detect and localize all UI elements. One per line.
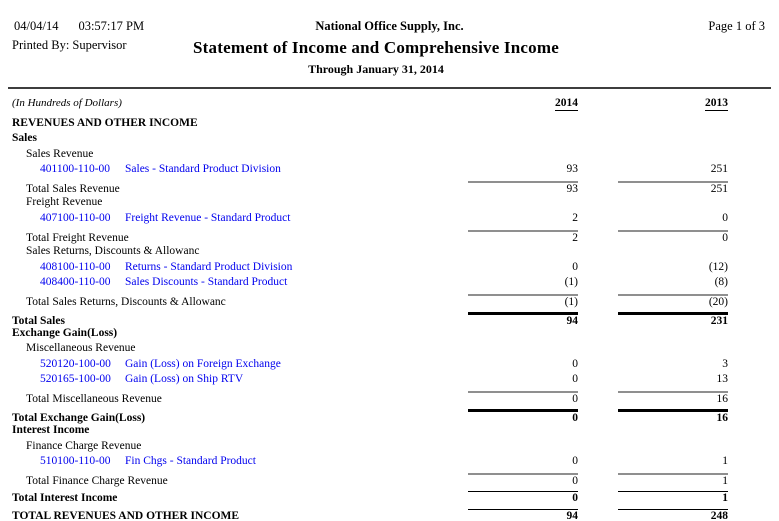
account-row xyxy=(0,455,779,470)
value-2013: 3 xyxy=(722,357,728,370)
row-label: REVENUES AND OTHER INCOME xyxy=(12,117,198,129)
table-row xyxy=(0,294,779,309)
account-row xyxy=(0,163,779,178)
row-label: Sales xyxy=(12,132,37,145)
row-label: TOTAL REVENUES AND OTHER INCOME xyxy=(12,509,240,521)
company-name: National Office Supply, Inc. xyxy=(315,19,464,33)
table-row xyxy=(0,391,779,406)
value-2014: 0 xyxy=(572,357,578,370)
row-label: Total Sales Revenue xyxy=(26,183,120,196)
account-number-link[interactable]: 510100-110-00 xyxy=(40,455,111,468)
row-label: Total Finance Charge Revenue xyxy=(26,475,168,488)
table-row xyxy=(0,327,779,342)
units-note: (In Hundreds of Dollars) xyxy=(12,97,122,109)
row-label: Miscellaneous Revenue xyxy=(26,342,136,355)
account-description-link[interactable]: Sales - Standard Product Division xyxy=(125,163,281,176)
table-row xyxy=(0,132,779,147)
account-number-link[interactable]: 401100-110-00 xyxy=(40,163,111,176)
value-2014: 93 xyxy=(566,163,578,176)
value-2013: (12) xyxy=(708,260,728,273)
row-label: Finance Charge Revenue xyxy=(26,439,142,452)
table-row xyxy=(0,509,779,521)
row-label: Total Sales xyxy=(12,314,65,327)
printed-by: Printed By: Supervisor xyxy=(12,38,127,52)
table-row xyxy=(0,245,779,260)
account-row xyxy=(0,358,779,373)
value-2014: 0 xyxy=(572,373,578,386)
account-label xyxy=(0,455,468,467)
value-2013: 0 xyxy=(722,211,728,224)
value-2013: 248 xyxy=(618,509,728,521)
value-2013: 13 xyxy=(716,373,728,386)
value-2014: 0 xyxy=(468,473,578,487)
value-2013: 16 xyxy=(618,391,728,405)
column-header-2013 xyxy=(618,97,728,109)
row-label: Total Miscellaneous Revenue xyxy=(26,393,162,406)
account-label xyxy=(0,373,468,385)
account-number-link[interactable]: 407100-110-00 xyxy=(40,211,111,224)
value-2013: 251 xyxy=(618,181,728,195)
table-row xyxy=(0,148,779,163)
header-divider xyxy=(8,87,771,89)
table-row xyxy=(0,473,779,488)
row-label: Total Sales Returns, Discounts & Allowanc xyxy=(26,295,226,308)
year-label: 2014 xyxy=(555,97,578,109)
table-row xyxy=(0,440,779,455)
account-row xyxy=(0,373,779,388)
account-row xyxy=(0,261,779,276)
account-description-link[interactable]: Gain (Loss) on Ship RTV xyxy=(125,373,244,386)
year-label: 2013 xyxy=(705,97,728,109)
account-row xyxy=(0,276,779,291)
table-rows xyxy=(0,117,779,521)
table-row xyxy=(0,491,779,506)
print-date: 04/04/14 xyxy=(14,19,59,33)
report-title: Statement of Income and Comprehensive Income xyxy=(193,38,559,57)
account-description-link[interactable]: Sales Discounts - Standard Product xyxy=(125,275,288,288)
value-2014: 94 xyxy=(468,312,578,327)
row-label: Freight Revenue xyxy=(26,196,103,209)
account-description-link[interactable]: Fin Chgs - Standard Product xyxy=(125,455,256,468)
value-2014: 0 xyxy=(468,491,578,504)
account-label xyxy=(0,276,468,288)
print-time: 03:57:17 PM xyxy=(78,19,145,33)
account-label xyxy=(0,212,468,224)
row-label: Sales Revenue xyxy=(26,147,94,160)
table-row xyxy=(0,424,779,439)
table-row xyxy=(0,196,779,211)
value-2013: 1 xyxy=(722,455,728,468)
value-2013: 1 xyxy=(618,473,728,487)
account-label xyxy=(0,261,468,273)
value-2014: 93 xyxy=(468,181,578,195)
row-label: Interest Income xyxy=(12,424,90,437)
page-number: Page 1 of 3 xyxy=(708,19,765,33)
account-number-link[interactable]: 520165-100-00 xyxy=(40,373,111,386)
table-row xyxy=(0,312,779,327)
report-period: Through January 31, 2014 xyxy=(308,62,444,76)
value-2014: (1) xyxy=(468,294,578,308)
value-2014: 0 xyxy=(572,455,578,468)
report-table xyxy=(0,97,779,521)
value-2014: 0 xyxy=(468,409,578,424)
value-2013: 251 xyxy=(710,163,728,176)
account-number-link[interactable]: 408100-110-00 xyxy=(40,260,111,273)
value-2014: 2 xyxy=(468,230,578,244)
table-row xyxy=(0,409,779,424)
account-label xyxy=(0,163,468,175)
value-2013: 0 xyxy=(618,230,728,244)
account-description-link[interactable]: Returns - Standard Product Division xyxy=(125,260,293,273)
column-header-2014 xyxy=(468,97,578,109)
account-description-link[interactable]: Freight Revenue - Standard Product xyxy=(125,211,291,224)
row-label: Total Interest Income xyxy=(12,491,118,504)
value-2014: 0 xyxy=(572,260,578,273)
value-2013: (8) xyxy=(714,275,728,288)
account-description-link[interactable]: Gain (Loss) on Foreign Exchange xyxy=(125,357,281,370)
account-row xyxy=(0,212,779,227)
value-2013: 16 xyxy=(618,409,728,424)
row-label: Sales Returns, Discounts & Allowanc xyxy=(26,245,200,258)
row-label: Exchange Gain(Loss) xyxy=(12,327,118,340)
column-header-row xyxy=(0,97,779,114)
account-number-link[interactable]: 520120-100-00 xyxy=(40,357,111,370)
table-row xyxy=(0,117,779,132)
account-label xyxy=(0,358,468,370)
table-row xyxy=(0,230,779,245)
value-2013: 1 xyxy=(618,491,728,504)
value-2013: (20) xyxy=(618,294,728,308)
value-2013: 231 xyxy=(618,312,728,327)
row-label: Total Freight Revenue xyxy=(26,231,129,244)
row-label: Total Exchange Gain(Loss) xyxy=(12,412,146,425)
account-number-link[interactable]: 408400-110-00 xyxy=(40,275,111,288)
table-row xyxy=(0,342,779,357)
value-2014: 0 xyxy=(468,391,578,405)
table-row xyxy=(0,181,779,196)
value-2014: 94 xyxy=(468,509,578,521)
value-2014: (1) xyxy=(564,275,578,288)
value-2014: 2 xyxy=(572,211,578,224)
